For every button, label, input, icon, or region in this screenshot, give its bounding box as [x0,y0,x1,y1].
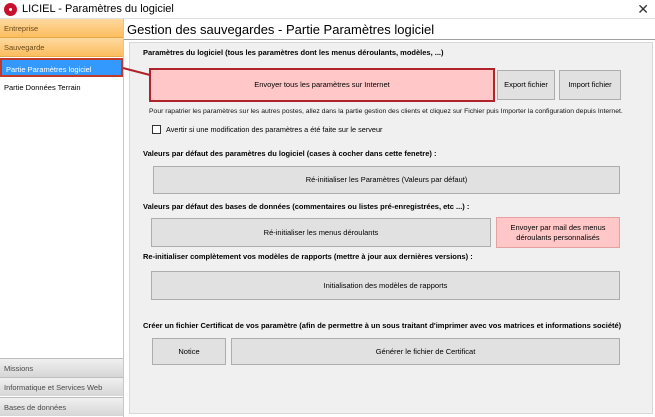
export-file-button[interactable]: Export fichier [497,70,555,100]
sidebar [0,19,124,417]
main-panel [124,19,655,417]
settings-content [129,42,653,414]
import-instructions-text: Pour rapatrier les paramètres sur les autres postes, allez dans la partie gestion des clients et cliquez sur Fichier puis Importer la configuration depuis Internet. [149,108,623,115]
email-custom-menus-line2: déroulants personnalisés [516,232,600,242]
section-default-databases-label: Valeurs par défaut des bases de données (commentaires ou listes pré-enregistrées, etc ...) : [143,202,470,211]
reset-dropdown-menus-button[interactable]: Ré-initialiser les menus déroulants [151,218,491,247]
sidebar-group-entreprise[interactable]: Entreprise [0,19,123,38]
reset-parameters-button[interactable]: Ré-initialiser les Paramètres (Valeurs par défaut) [153,166,620,194]
email-custom-menus-line1: Envoyer par mail des menus [510,222,606,232]
liciel-logo-icon [4,3,17,16]
send-all-parameters-button[interactable]: Envoyer tous les paramètres sur Internet [150,69,494,101]
close-icon[interactable]: ✕ [637,1,649,17]
server-change-warning-label: Avertir si une modification des paramètres a été faite sur le serveur [166,125,383,134]
generate-certificate-button[interactable]: Générer le fichier de Certificat [231,338,620,365]
window-title: LICIEL - Paramètres du logiciel [22,3,174,15]
sidebar-group-informatique[interactable]: Informatique et Services Web [0,377,123,396]
section-parametres-logiciel-label: Paramètres du logiciel (tous les paramètres dont les menus déroulants, modèles, ...) [143,48,444,57]
email-custom-menus-button[interactable] [496,217,620,248]
init-report-models-button[interactable]: Initialisation des modèles de rapports [151,271,620,300]
sidebar-group-sauvegarde[interactable]: Sauvegarde [0,38,123,57]
title-divider [124,39,655,40]
section-default-parameters-label: Valeurs par défaut des paramètres du logiciel (cases à cocher dans cette fenetre) : [143,149,437,158]
sidebar-item-parametres-logiciel[interactable]: Partie Paramètres logiciel [0,58,123,77]
notice-button[interactable]: Notice [152,338,226,365]
section-certificate-label: Créer un fichier Certificat de vos paramètre (afin de permettre à un sous traitant d'imprimer avec vos matrices et informations société) [143,321,622,330]
title-bar [0,0,655,19]
page-title: Gestion des sauvegardes - Partie Paramètres logiciel [127,22,435,37]
server-change-warning-checkbox[interactable] [152,125,161,134]
import-file-button[interactable]: Import fichier [559,70,621,100]
sidebar-group-bases-de-donnees[interactable]: Bases de données [0,397,123,416]
sidebar-group-missions[interactable]: Missions [0,358,123,377]
section-reset-report-models-label: Re-initialiser complètement vos modèles de rapports (mettre à jour aux dernières versions) : [143,252,473,261]
sidebar-item-donnees-terrain[interactable]: Partie Données Terrain [4,83,81,92]
